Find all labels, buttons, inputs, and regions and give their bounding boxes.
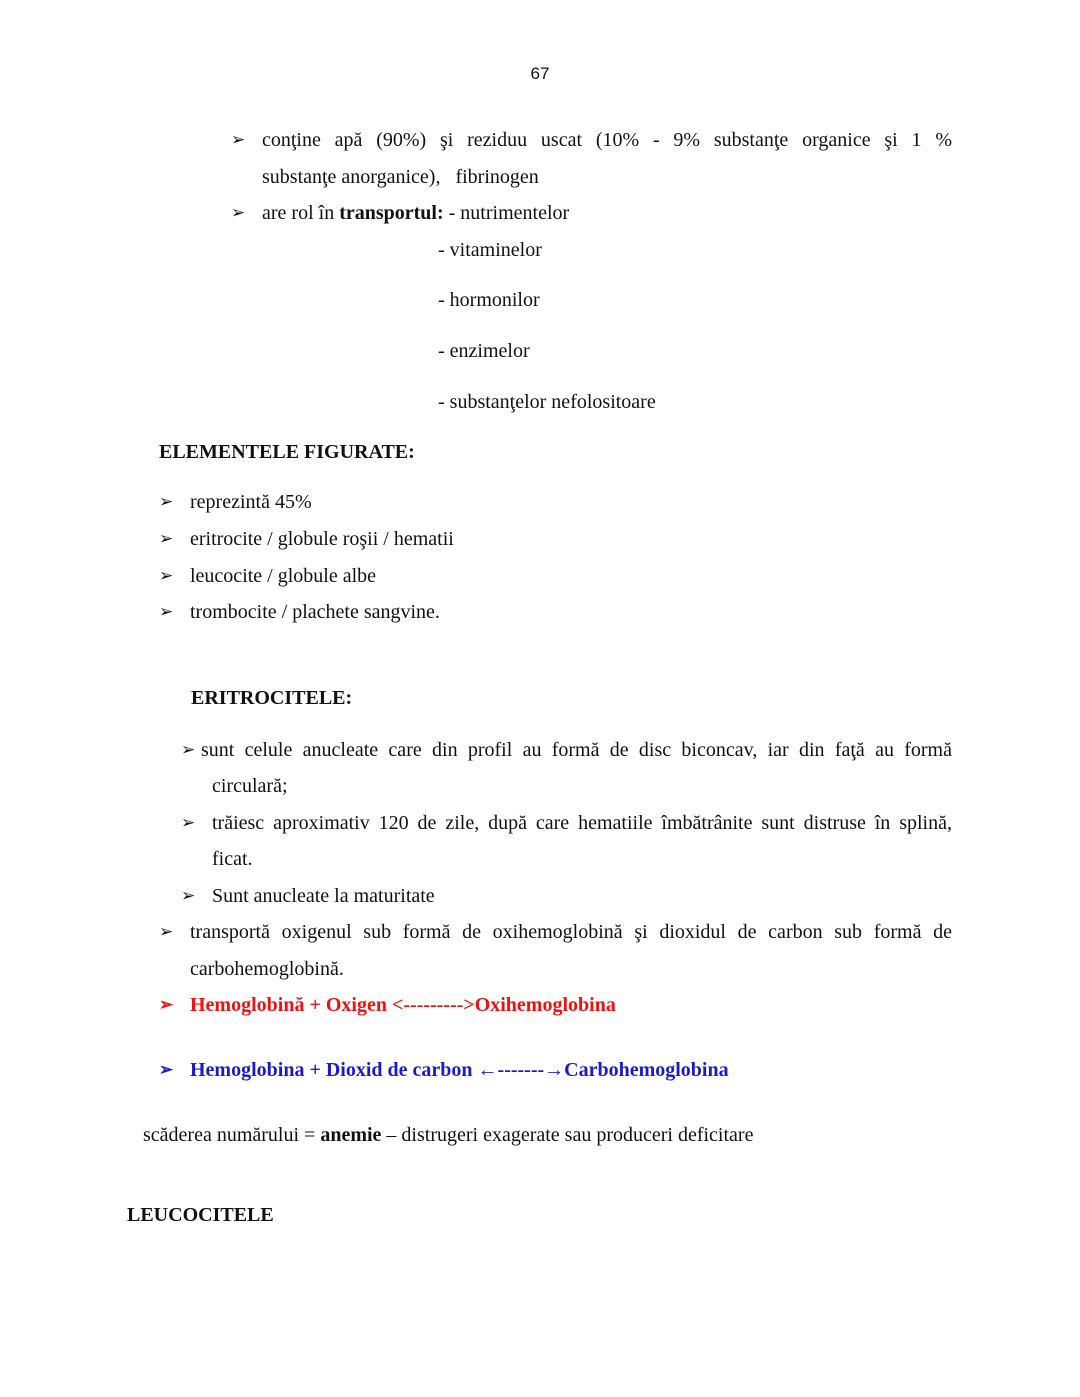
list-item: trombocite / plachete sangvine. [190,601,440,623]
arrow-bullet-icon: ➢ [181,813,196,832]
transport-item: - hormonilor [438,289,540,311]
arrow-bullet-icon: ➢ [159,492,174,511]
anemia-line: scăderea numărului = anemie – distrugeri exagerate sau produceri deficitare [143,1124,754,1146]
arrow-bullet-icon: ➢ [181,886,196,905]
heading-eritrocite: ERITROCITELE: [191,687,353,709]
arrow-bullet-icon: ➢ [159,1060,174,1079]
plasma-line-1: conţine apă (90%) şi reziduu uscat (10% - 9% substanţe organice şi 1 % [262,129,952,151]
plasma-line-1-cont: substanţe anorganice), fibrinogen [262,166,539,188]
arrow-bullet-icon: ➢ [231,130,246,149]
equation-carbohemoglobina: Hemoglobina + Dioxid de carbon ←-------→Carbohemoglobina [190,1059,729,1081]
list-item: eritrocite / globule roşii / hematii [190,528,454,550]
transport-item: - substanţelor nefolositoare [438,391,656,413]
eritrocite-bullet-1-cont: circulară; [212,775,288,797]
equation-oxihemoglobina: Hemoglobină + Oxigen <--------->Oxihemoglobina [190,994,616,1016]
transport-item: - vitaminelor [438,239,542,261]
eritrocite-bullet-4-cont: carbohemoglobină. [190,958,344,980]
heading-leucocite: LEUCOCITELE [127,1204,274,1226]
arrow-bullet-icon: ➢ [231,203,246,222]
eritrocite-bullet-1: sunt celule anucleate care din profil au formă de disc biconcav, iar din faţă au formă [201,739,952,761]
eritrocite-bullet-3: Sunt anucleate la maturitate [212,885,435,907]
list-item: reprezintă 45% [190,491,312,513]
arrow-bullet-icon: ➢ [159,995,174,1014]
arrow-bullet-icon: ➢ [159,566,174,585]
page-number: 67 [530,64,550,83]
arrow-bullet-icon: ➢ [159,529,174,548]
eritrocite-bullet-4: transportă oxigenul sub formă de oxihemoglobină şi dioxidul de carbon sub formă de [190,921,952,943]
transport-item: - enzimelor [438,340,530,362]
arrow-bullet-icon: ➢ [159,922,174,941]
heading-elemente: ELEMENTELE FIGURATE: [159,441,415,463]
eritrocite-bullet-2: trăiesc aproximativ 120 de zile, după care hematiile îmbătrânite sunt distruse în splină, [212,812,952,834]
plasma-line-2: are rol în transportul: - nutrimentelor [262,202,570,224]
eritrocite-bullet-2-cont: ficat. [212,848,253,870]
list-item: leucocite / globule albe [190,565,377,587]
arrow-bullet-icon: ➢ [159,602,174,621]
arrow-bullet-icon: ➢ [181,740,196,759]
